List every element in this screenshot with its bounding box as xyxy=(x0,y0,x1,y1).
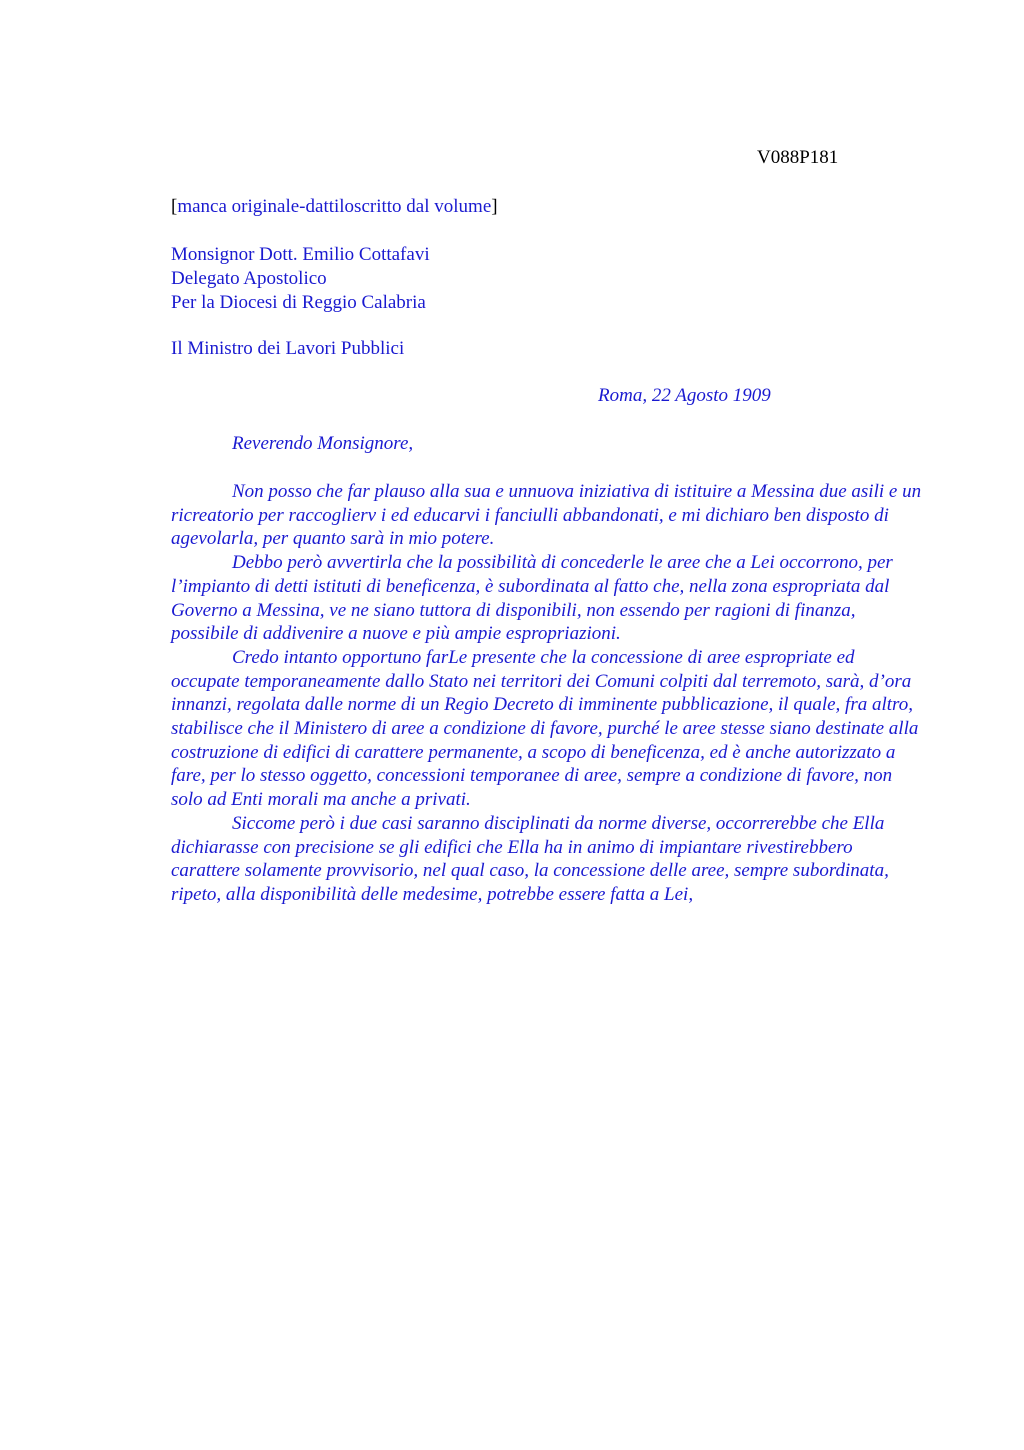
addressee-line: Monsignor Dott. Emilio Cottafavi xyxy=(171,244,430,265)
note-open-bracket: [ xyxy=(171,196,178,217)
transcription-note xyxy=(171,196,498,218)
salutation: Reverendo Monsignore, xyxy=(232,433,414,454)
addressee-line: Delegato Apostolico xyxy=(171,268,327,289)
note-close-bracket: ] xyxy=(491,196,498,217)
body-paragraph: Debbo però avvertirla che la possibilità di concederle le aree che a Lei occorrono, per l’impianto di detti istituti di beneficenza, è subordinata al fatto che, nella zona espropriata dal Governo a Messina, ve ne siano tuttora di disponibili, non essendo per ragioni di finanza, possibile di addivenire a nuove e più ampie espropriazioni. xyxy=(171,552,893,645)
body-paragraph: Non posso che far plauso alla sua e unnuova iniziativa di istituire a Messina due asili e un ricreatorio per raccoglierv i ed educarvi i fanciulli abbandonati, e mi dichiaro ben disposto di agevolarla, per quanto sarà in mio potere. xyxy=(171,481,922,550)
note-text: manca originale-dattiloscritto dal volume xyxy=(177,196,492,217)
addressee-line: Per la Diocesi di Reggio Calabria xyxy=(171,292,426,313)
sender-line: Il Ministro dei Lavori Pubblici xyxy=(171,338,405,359)
reference-code: V088P181 xyxy=(757,147,839,168)
letter-body xyxy=(171,480,922,907)
body-paragraph: Siccome però i due casi saranno disciplinati da norme diverse, occorrerebbe che Ella dichiarasse con precisione se gli edifici che Ella ha in animo di impiantare rivestirebbero carattere solamente provvisorio, nel qual caso, la concessione delle aree, sempre subordinata, ripeto, alla disponibilità delle medesime, potrebbe essere fatta a Lei, xyxy=(171,812,889,905)
addressee-block xyxy=(171,243,430,315)
body-paragraph: Credo intanto opportuno farLe presente che la concessione di aree espropriate ed occupate temporaneamente dallo Stato nei territori dei Comuni colpiti dal terremoto, sarà, d’ora innanzi, regolata dalle norme di un Regio Decreto di imminente pubblicazione, il quale, fra altro, stabilisce che il Ministero di aree a condizione di favore, purché le aree stesse siano destinate alla costruzione di edifici di carattere permanente, a scopo di beneficenza, ed è anche autorizzato a fare, per lo stesso oggetto, concessioni temporanee di aree, sempre a condizione di favore, non solo ad Enti morali ma anche a privati. xyxy=(171,646,919,811)
dateline: Roma, 22 Agosto 1909 xyxy=(598,385,771,406)
